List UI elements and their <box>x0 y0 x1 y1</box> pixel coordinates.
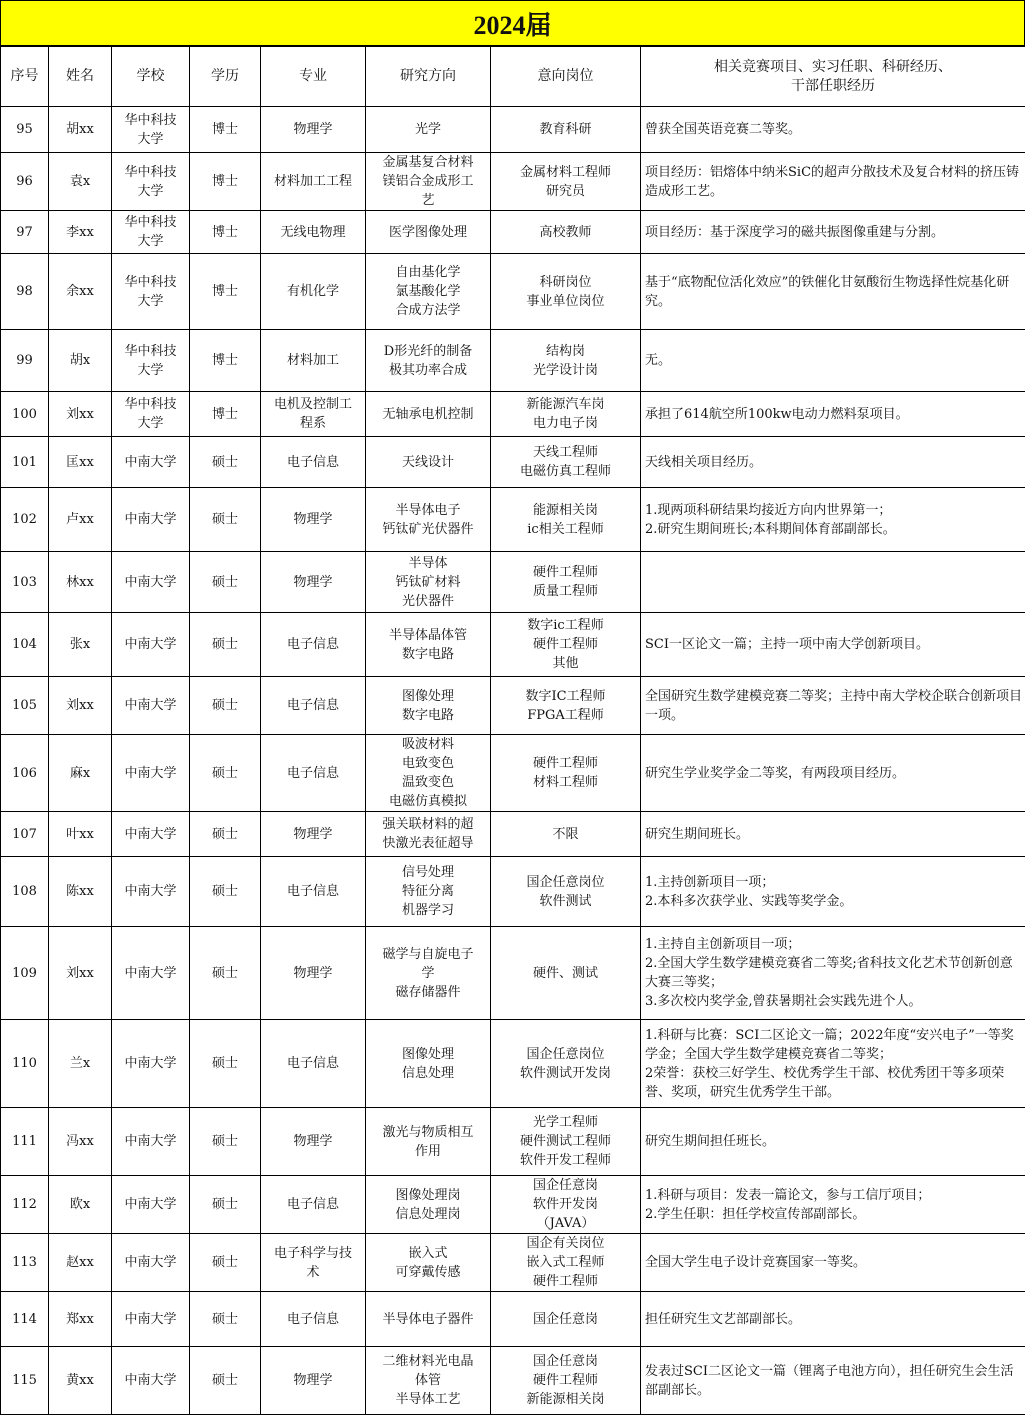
header-name: 姓名 <box>49 47 112 107</box>
cell-name: 胡x <box>49 330 112 392</box>
cell-no: 109 <box>1 927 49 1020</box>
cell-major: 电子信息 <box>261 437 366 488</box>
cell-major: 物理学 <box>261 488 366 552</box>
cell-name: 赵xx <box>49 1234 112 1292</box>
table-row <box>1 1234 1025 1292</box>
cell-position: 光学工程师 硬件测试工程师 软件开发工程师 <box>491 1108 641 1176</box>
cell-degree: 硕士 <box>190 927 261 1020</box>
cell-experience: 项目经历：铝熔体中纳米SiC的超声分散技术及复合材料的挤压铸造成形工艺。 <box>641 153 1025 211</box>
cell-no: 96 <box>1 153 49 211</box>
cell-experience: 1.主持自主创新项目一项； 2.全国大学生数学建模竞赛省二等奖;省科技文化艺术节创新创意大赛三等奖； 3.多次校内奖学金,曾获暑期社会实践先进个人。 <box>641 927 1025 1020</box>
cell-school: 华中科技 大学 <box>112 153 190 211</box>
header-position: 意向岗位 <box>491 47 641 107</box>
header-degree: 学历 <box>190 47 261 107</box>
cell-research: 激光与物质相互 作用 <box>366 1108 491 1176</box>
cell-major: 材料加工 <box>261 330 366 392</box>
cell-position: 不限 <box>491 812 641 857</box>
cell-school: 中南大学 <box>112 552 190 613</box>
cell-research: D形光纤的制备 极其功率合成 <box>366 330 491 392</box>
cell-experience <box>641 552 1025 613</box>
cell-name: 卢xx <box>49 488 112 552</box>
cell-experience: 承担了614航空所100kw电动力燃料泵项目。 <box>641 392 1025 437</box>
cell-degree: 博士 <box>190 153 261 211</box>
cell-name: 叶xx <box>49 812 112 857</box>
cell-research: 信号处理 特征分离 机器学习 <box>366 857 491 927</box>
cell-no: 105 <box>1 677 49 735</box>
cell-research: 半导体 钙钛矿材料 光伏器件 <box>366 552 491 613</box>
header-major: 专业 <box>261 47 366 107</box>
cell-major: 物理学 <box>261 552 366 613</box>
cell-position: 数字ic工程师 硬件工程师 其他 <box>491 613 641 677</box>
cell-name: 余xx <box>49 254 112 330</box>
table-row <box>1 1108 1025 1176</box>
cell-major: 电子科学与技 术 <box>261 1234 366 1292</box>
cell-name: 冯xx <box>49 1108 112 1176</box>
cell-major: 电子信息 <box>261 613 366 677</box>
cell-research: 无轴承电机控制 <box>366 392 491 437</box>
cell-no: 115 <box>1 1347 49 1415</box>
cell-major: 物理学 <box>261 107 366 153</box>
cell-experience: 1.主持创新项目一项； 2.本科多次获学业、实践等奖学金。 <box>641 857 1025 927</box>
cell-experience: 曾获全国英语竞赛二等奖。 <box>641 107 1025 153</box>
cell-no: 110 <box>1 1020 49 1108</box>
cell-position: 硬件、测试 <box>491 927 641 1020</box>
cell-degree: 硕士 <box>190 613 261 677</box>
cell-research: 半导体电子器件 <box>366 1292 491 1347</box>
cell-school: 中南大学 <box>112 1108 190 1176</box>
table-row <box>1 677 1025 735</box>
cell-degree: 硕士 <box>190 677 261 735</box>
cell-school: 中南大学 <box>112 812 190 857</box>
cell-research: 图像处理 信息处理 <box>366 1020 491 1108</box>
cell-research: 半导体电子 钙钛矿光伏器件 <box>366 488 491 552</box>
cell-research: 医学图像处理 <box>366 211 491 254</box>
cell-position: 国企有关岗位 嵌入式工程师 硬件工程师 <box>491 1234 641 1292</box>
table-row <box>1 1347 1025 1415</box>
table-row <box>1 211 1025 254</box>
cell-school: 中南大学 <box>112 613 190 677</box>
cell-name: 郑xx <box>49 1292 112 1347</box>
table-row <box>1 330 1025 392</box>
cell-school: 中南大学 <box>112 857 190 927</box>
cell-degree: 硕士 <box>190 1176 261 1234</box>
cell-degree: 博士 <box>190 107 261 153</box>
cell-degree: 博士 <box>190 211 261 254</box>
cell-name: 黄xx <box>49 1347 112 1415</box>
cell-experience: 研究生学业奖学金二等奖，有两段项目经历。 <box>641 735 1025 812</box>
cell-no: 107 <box>1 812 49 857</box>
cell-degree: 硕士 <box>190 857 261 927</box>
table-row <box>1 437 1025 488</box>
cell-name: 陈xx <box>49 857 112 927</box>
table-row <box>1 1292 1025 1347</box>
cell-experience: 研究生期间担任班长。 <box>641 1108 1025 1176</box>
cell-position: 新能源汽车岗 电力电子岗 <box>491 392 641 437</box>
cell-name: 袁x <box>49 153 112 211</box>
header-row <box>1 47 1025 107</box>
cell-no: 102 <box>1 488 49 552</box>
cell-position: 能源相关岗 ic相关工程师 <box>491 488 641 552</box>
cell-degree: 硕士 <box>190 812 261 857</box>
cell-major: 物理学 <box>261 927 366 1020</box>
cell-no: 111 <box>1 1108 49 1176</box>
cell-position: 结构岗 光学设计岗 <box>491 330 641 392</box>
cell-experience: 发表过SCI二区论文一篇（锂离子电池方向），担任研究生会生活部副部长。 <box>641 1347 1025 1415</box>
cell-name: 胡xx <box>49 107 112 153</box>
cell-school: 华中科技 大学 <box>112 211 190 254</box>
table-row <box>1 254 1025 330</box>
cell-school: 中南大学 <box>112 437 190 488</box>
cell-major: 电子信息 <box>261 1292 366 1347</box>
cell-school: 中南大学 <box>112 1176 190 1234</box>
table-row <box>1 1020 1025 1108</box>
cell-name: 张x <box>49 613 112 677</box>
cell-no: 104 <box>1 613 49 677</box>
table-row <box>1 613 1025 677</box>
cell-no: 112 <box>1 1176 49 1234</box>
cell-experience: SCI一区论文一篇；主持一项中南大学创新项目。 <box>641 613 1025 677</box>
cell-position: 天线工程师 电磁仿真工程师 <box>491 437 641 488</box>
cell-major: 电子信息 <box>261 857 366 927</box>
candidate-table <box>0 46 1025 1415</box>
cell-school: 中南大学 <box>112 677 190 735</box>
cell-degree: 硕士 <box>190 488 261 552</box>
cell-school: 中南大学 <box>112 1234 190 1292</box>
cell-position: 教育科研 <box>491 107 641 153</box>
cell-research: 嵌入式 可穿戴传感 <box>366 1234 491 1292</box>
cell-no: 95 <box>1 107 49 153</box>
cell-name: 林xx <box>49 552 112 613</box>
cell-research: 金属基复合材料 镁铝合金成形工 艺 <box>366 153 491 211</box>
header-research: 研究方向 <box>366 47 491 107</box>
table-row <box>1 552 1025 613</box>
cell-experience: 无。 <box>641 330 1025 392</box>
cell-no: 98 <box>1 254 49 330</box>
cell-position: 高校教师 <box>491 211 641 254</box>
cell-name: 李xx <box>49 211 112 254</box>
header-school: 学校 <box>112 47 190 107</box>
cell-experience: 1.科研与比赛：SCI二区论文一篇；2022年度“安兴电子”一等奖学金；全国大学生数学建模竞赛省二等奖； 2荣誉：获校三好学生、校优秀学生干部、校优秀团干等多项荣誉、奖项，研究生优秀学生干部。 <box>641 1020 1025 1108</box>
table-row <box>1 857 1025 927</box>
cell-name: 刘xx <box>49 927 112 1020</box>
cell-experience: 1.科研与项目：发表一篇论文，参与工信厅项目； 2.学生任职：担任学校宣传部副部长。 <box>641 1176 1025 1234</box>
cell-experience: 项目经历：基于深度学习的磁共振图像重建与分割。 <box>641 211 1025 254</box>
cell-research: 半导体晶体管 数字电路 <box>366 613 491 677</box>
cell-experience: 1.现两项科研结果均接近方向内世界第一； 2.研究生期间班长;本科期间体育部副部长。 <box>641 488 1025 552</box>
cell-degree: 博士 <box>190 330 261 392</box>
cell-major: 电机及控制工 程系 <box>261 392 366 437</box>
table-row <box>1 812 1025 857</box>
cell-degree: 硕士 <box>190 1108 261 1176</box>
cell-position: 金属材料工程师 研究员 <box>491 153 641 211</box>
cell-degree: 博士 <box>190 254 261 330</box>
cell-experience: 天线相关项目经历。 <box>641 437 1025 488</box>
cell-experience: 基于“底物配位活化效应”的铁催化甘氨酸衍生物选择性烷基化研究。 <box>641 254 1025 330</box>
cell-degree: 硕士 <box>190 735 261 812</box>
cell-name: 刘xx <box>49 392 112 437</box>
cell-position: 国企任意岗位 软件测试 <box>491 857 641 927</box>
cell-name: 兰x <box>49 1020 112 1108</box>
cell-degree: 硕士 <box>190 1292 261 1347</box>
cell-name: 麻x <box>49 735 112 812</box>
cell-degree: 硕士 <box>190 1347 261 1415</box>
cell-school: 中南大学 <box>112 488 190 552</box>
cell-research: 图像处理 数字电路 <box>366 677 491 735</box>
cell-school: 中南大学 <box>112 1347 190 1415</box>
cell-research: 图像处理岗 信息处理岗 <box>366 1176 491 1234</box>
cell-major: 电子信息 <box>261 677 366 735</box>
cell-major: 无线电物理 <box>261 211 366 254</box>
cell-no: 106 <box>1 735 49 812</box>
table-row <box>1 107 1025 153</box>
table-body <box>1 107 1025 1415</box>
cell-no: 103 <box>1 552 49 613</box>
cell-experience: 担任研究生文艺部副部长。 <box>641 1292 1025 1347</box>
header-experience: 相关竞赛项目、实习任职、科研经历、 干部任职经历 <box>641 47 1025 107</box>
table-row <box>1 153 1025 211</box>
cell-research: 天线设计 <box>366 437 491 488</box>
cell-research: 光学 <box>366 107 491 153</box>
sheet-title: 2024届 <box>0 0 1025 46</box>
cell-no: 99 <box>1 330 49 392</box>
cell-school: 中南大学 <box>112 1292 190 1347</box>
cell-major: 物理学 <box>261 1347 366 1415</box>
cell-name: 刘xx <box>49 677 112 735</box>
cell-no: 97 <box>1 211 49 254</box>
cell-school: 华中科技 大学 <box>112 107 190 153</box>
cell-degree: 硕士 <box>190 552 261 613</box>
cell-position: 数字IC工程师 FPGA工程师 <box>491 677 641 735</box>
cell-degree: 博士 <box>190 392 261 437</box>
cell-degree: 硕士 <box>190 1020 261 1108</box>
cell-research: 磁学与自旋电子 学 磁存储器件 <box>366 927 491 1020</box>
cell-major: 电子信息 <box>261 735 366 812</box>
cell-major: 物理学 <box>261 1108 366 1176</box>
table-row <box>1 735 1025 812</box>
table-row <box>1 392 1025 437</box>
cell-name: 欧x <box>49 1176 112 1234</box>
cell-position: 国企任意岗 硬件工程师 新能源相关岗 <box>491 1347 641 1415</box>
cell-research: 自由基化学 氯基酸化学 合成方法学 <box>366 254 491 330</box>
cell-position: 国企任意岗 <box>491 1292 641 1347</box>
cell-no: 100 <box>1 392 49 437</box>
cell-degree: 硕士 <box>190 437 261 488</box>
cell-major: 电子信息 <box>261 1176 366 1234</box>
header-no: 序号 <box>1 47 49 107</box>
cell-no: 101 <box>1 437 49 488</box>
cell-school: 华中科技 大学 <box>112 392 190 437</box>
cell-major: 有机化学 <box>261 254 366 330</box>
table-row <box>1 927 1025 1020</box>
cell-school: 中南大学 <box>112 735 190 812</box>
cell-position: 硬件工程师 质量工程师 <box>491 552 641 613</box>
cell-position: 科研岗位 事业单位岗位 <box>491 254 641 330</box>
cell-experience: 研究生期间班长。 <box>641 812 1025 857</box>
cell-no: 114 <box>1 1292 49 1347</box>
cell-position: 国企任意岗位 软件测试开发岗 <box>491 1020 641 1108</box>
cell-research: 二维材料光电晶 体管 半导体工艺 <box>366 1347 491 1415</box>
cell-no: 113 <box>1 1234 49 1292</box>
cell-major: 材料加工工程 <box>261 153 366 211</box>
cell-experience: 全国研究生数学建模竞赛二等奖；主持中南大学校企联合创新项目一项。 <box>641 677 1025 735</box>
table-row <box>1 488 1025 552</box>
cell-degree: 硕士 <box>190 1234 261 1292</box>
cell-position: 国企任意岗 软件开发岗 （JAVA） <box>491 1176 641 1234</box>
cell-name: 匡xx <box>49 437 112 488</box>
table-row <box>1 1176 1025 1234</box>
cell-school: 中南大学 <box>112 1020 190 1108</box>
cell-experience: 全国大学生电子设计竞赛国家一等奖。 <box>641 1234 1025 1292</box>
cell-major: 电子信息 <box>261 1020 366 1108</box>
cell-research: 强关联材料的超 快激光表征超导 <box>366 812 491 857</box>
cell-no: 108 <box>1 857 49 927</box>
cell-school: 中南大学 <box>112 927 190 1020</box>
cell-position: 硬件工程师 材料工程师 <box>491 735 641 812</box>
cell-research: 吸波材料 电致变色 温致变色 电磁仿真模拟 <box>366 735 491 812</box>
cell-school: 华中科技 大学 <box>112 330 190 392</box>
cell-major: 物理学 <box>261 812 366 857</box>
cell-school: 华中科技 大学 <box>112 254 190 330</box>
